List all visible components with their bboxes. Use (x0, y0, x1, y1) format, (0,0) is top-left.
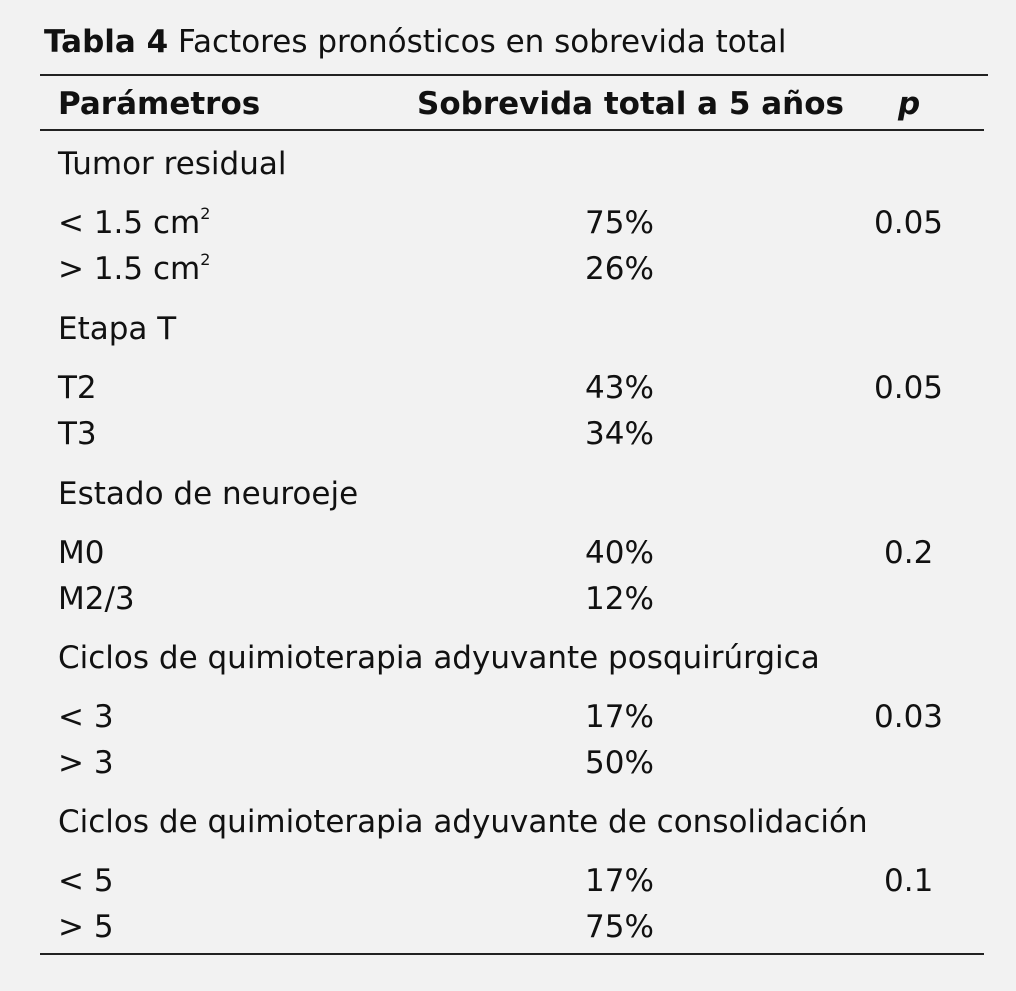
row-label: > 3 (58, 745, 114, 781)
row-label: > 1.5 $cm^2$ (58, 250, 211, 287)
table-caption (44, 20, 786, 64)
header-p: p (898, 86, 921, 122)
group-title: Ciclos de quimioterapia adyuvante posquirúrgica (58, 640, 820, 676)
row-value: 75% (585, 909, 654, 945)
top-rule (40, 74, 988, 76)
row-label: M2/3 (58, 581, 135, 617)
row-value: 34% (585, 416, 654, 452)
row-value: 50% (585, 745, 654, 781)
caption-title: Factores pronósticos en sobrevida total (178, 24, 787, 60)
group-title: Ciclos de quimioterapia adyuvante de consolidación (58, 804, 868, 840)
row-value: 17% (585, 699, 654, 735)
row-p-value: 0.03 (874, 699, 944, 735)
row-label: T3 (58, 416, 97, 452)
row-value: 40% (585, 535, 654, 571)
bottom-rule (40, 953, 984, 955)
caption-label: Tabla 4 (44, 24, 169, 60)
row-label: T2 (58, 370, 97, 406)
header-parameters: Parámetros (58, 86, 261, 122)
row-label: < 1.5 $cm^2$ (58, 204, 211, 241)
group-title: Estado de neuroeje (58, 476, 359, 512)
row-p-value: 0.05 (874, 370, 944, 406)
row-label: > 5 (58, 909, 114, 945)
row-label: M0 (58, 535, 105, 571)
row-value: 75% (585, 205, 654, 241)
group-title: Tumor residual (58, 146, 287, 182)
row-label: < 5 (58, 863, 114, 899)
header-rule (40, 129, 984, 131)
row-p-value: 0.1 (884, 863, 934, 899)
row-p-value: 0.05 (874, 205, 944, 241)
row-value: 26% (585, 251, 654, 287)
row-value: 12% (585, 581, 654, 617)
group-title: Etapa T (58, 311, 177, 347)
row-label: < 3 (58, 699, 114, 735)
row-value: 17% (585, 863, 654, 899)
row-p-value: 0.2 (884, 535, 934, 571)
row-value: 43% (585, 370, 654, 406)
header-survival: Sobrevida total a 5 años (417, 86, 844, 122)
